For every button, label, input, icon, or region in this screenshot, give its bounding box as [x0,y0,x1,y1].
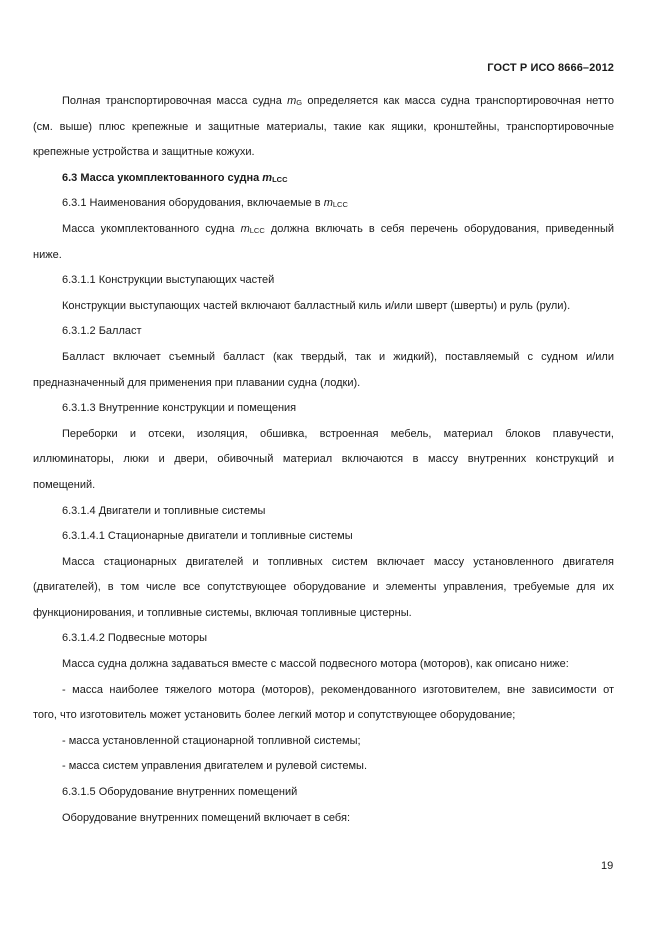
paragraph-line: Конструкции выступающих частей включают балластный киль и/или шверт (шверты) и руль (рули). [62,300,571,312]
section-heading-6-3-1-5: 6.3.1.5 Оборудование внутренних помещений [62,786,298,798]
section-heading-6-3-1-2: 6.3.1.2 Балласт [62,325,142,337]
variable-subscript: LCC [332,200,348,209]
paragraph-line: Переборки и отсеки, изоляция, обшивка, встроенная мебель, материал блоков плавучести, [62,428,614,440]
paragraph-line: Балласт включает съемный балласт (как твердый, так и жидкий), поставляемый с судном и/или [62,351,614,363]
paragraph-line: предназначенный для применения при плавании судна (лодки). [33,377,361,389]
paragraph-line: Масса укомплектованного судна mLCC должна включать в себя перечень оборудования, приведенный [62,223,614,235]
list-item: - масса систем управления двигателем и рулевой системы. [62,760,368,772]
section-heading-6-3-1-4-1: 6.3.1.4.1 Стационарные двигатели и топливные системы [62,530,353,542]
section-heading-6-3-1: 6.3.1 Наименования оборудования, включаемые в mLCC [62,197,348,209]
paragraph-line: того, что изготовитель может установить более легкий мотор и сопутствующее оборудование; [33,709,516,721]
section-heading-6-3-1-1: 6.3.1.1 Конструкции выступающих частей [62,274,275,286]
list-item: - масса установленной стационарной топливной системы; [62,735,361,747]
section-heading-6-3-1-4: 6.3.1.4 Двигатели и топливные системы [62,505,266,517]
paragraph-line: Оборудование внутренних помещений включает в себя: [62,812,350,824]
paragraph-line: помещений. [33,479,96,491]
paragraph-line: ниже. [33,249,62,261]
paragraph-line: иллюминаторы, люки и двери, обивочный материал включаются в массу внутренних конструкций и [33,453,614,465]
list-item: - масса наиболее тяжелого мотора (моторов), рекомендованного изготовителем, вне зависимости от [62,684,614,696]
page-number: 19 [601,860,614,872]
paragraph-line: функционирования, и топливные системы, включая топливные цистерны. [33,607,412,619]
variable-subscript: G [296,98,303,107]
section-heading-6-3-1-3: 6.3.1.3 Внутренние конструкции и помещения [62,402,297,414]
document-header: ГОСТ Р ИСО 8666–2012 [487,62,614,74]
paragraph-line: крепежные устройства и защитные кожухи. [33,146,255,158]
variable-m: m [262,172,273,184]
paragraph-line: Масса стационарных двигателей и топливных систем включает массу установленного двигателя [62,556,614,568]
variable-subscript: LCC [272,175,288,184]
paragraph-line: (двигателей), в том числе все сопутствующее оборудование и элементы управления, требуемые для их [33,581,614,593]
paragraph-line: Полная транспортировочная масса судна mG определяется как масса судна транспортировочная нетто [62,95,614,107]
paragraph-line: (см. выше) плюс крепежные и защитные материалы, такие как ящики, кронштейны, транспортировочные [33,121,614,133]
section-heading-6-3: 6.3 Масса укомплектованного судна mLCC [62,172,288,184]
section-heading-6-3-1-4-2: 6.3.1.4.2 Подвесные моторы [62,632,208,644]
variable-m: m [240,223,250,235]
variable-m: m [287,95,297,107]
variable-subscript: LCC [249,226,265,235]
variable-m: m [323,197,333,209]
paragraph-line: Масса судна должна задаваться вместе с массой подвесного мотора (моторов), как описано ниже: [62,658,569,670]
